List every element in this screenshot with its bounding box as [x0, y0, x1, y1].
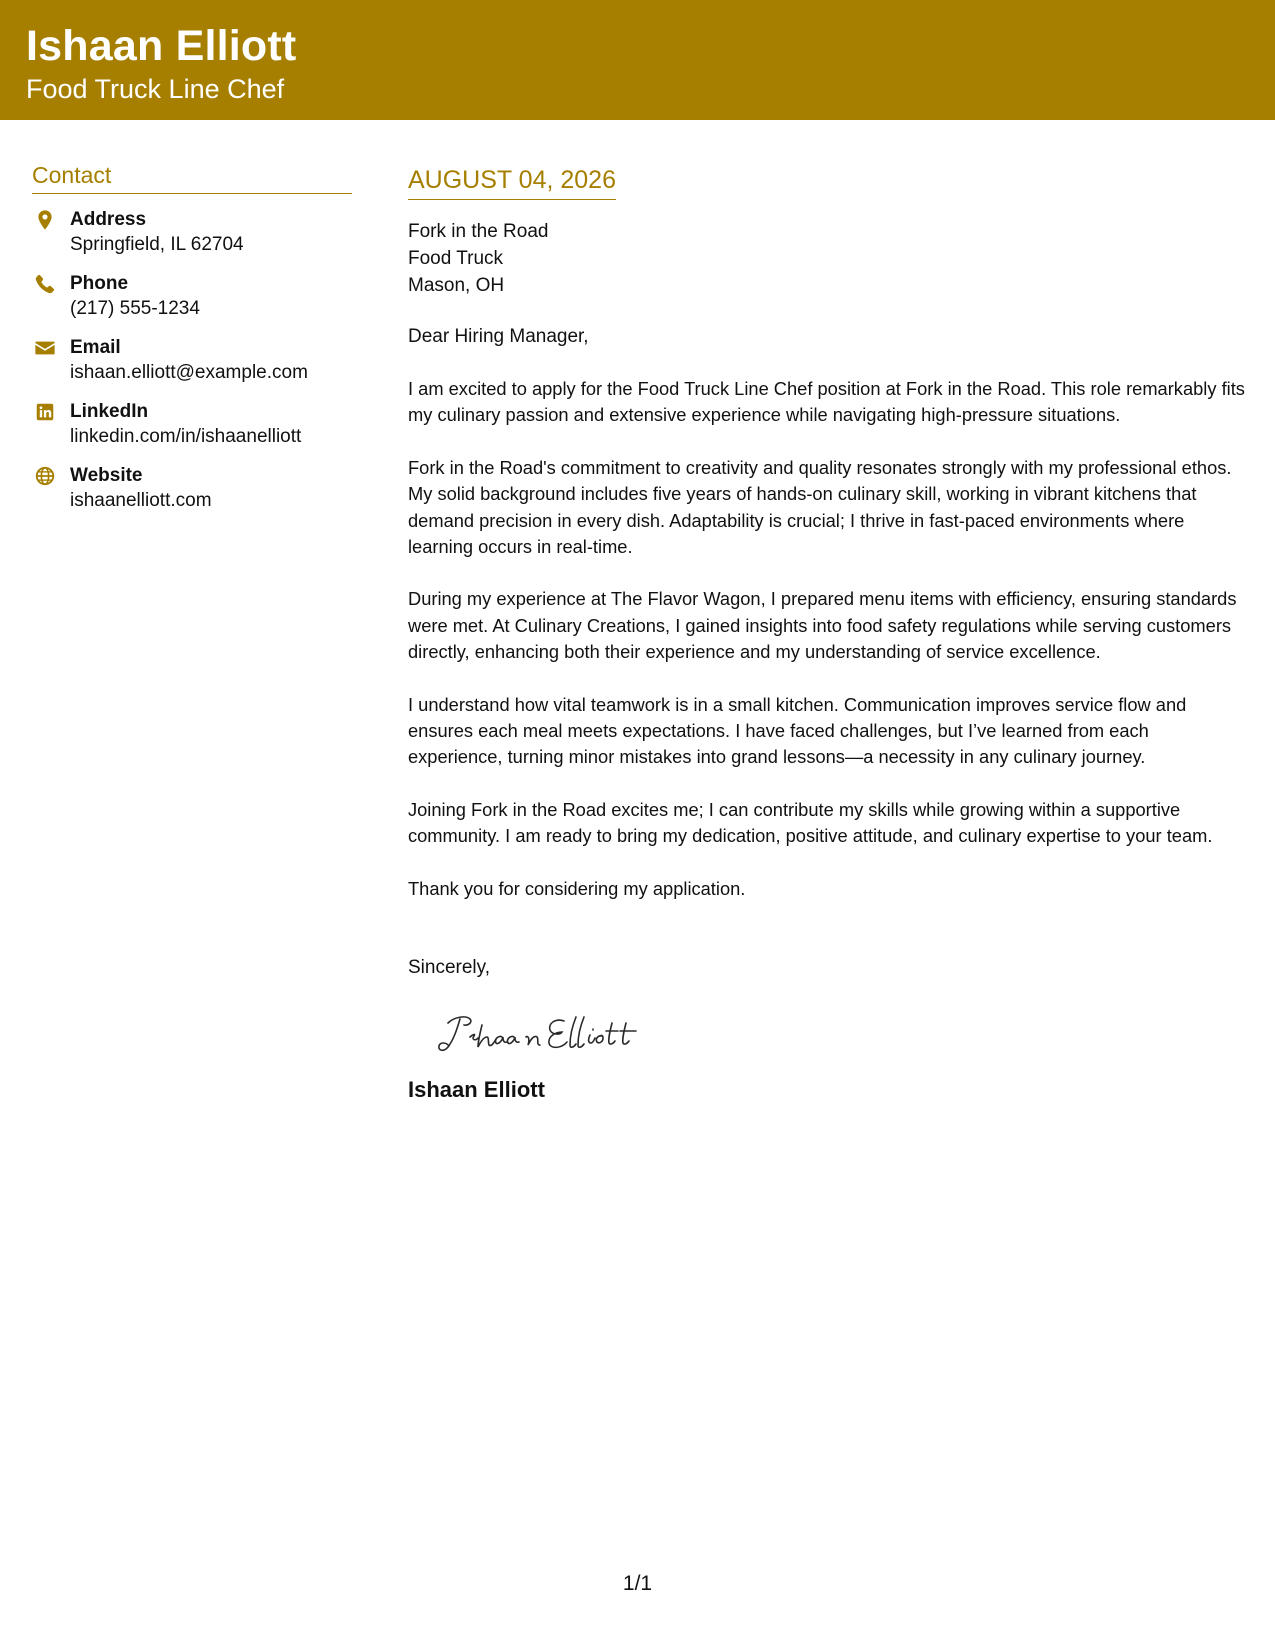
globe-icon — [34, 465, 56, 487]
recipient-line: Fork in the Road — [408, 221, 549, 242]
contact-heading: Contact — [32, 162, 352, 194]
contact-value: ishaanelliott.com — [70, 490, 212, 511]
contact-label: Website — [70, 465, 143, 486]
letter-paragraph: Joining Fork in the Road excites me; I can contribute my skills while growing within a supportive community. I am ready to bring my dedication, positive attitude, and culinary expertise to your team. — [408, 798, 1213, 847]
contact-label: Email — [70, 337, 121, 358]
recipient-line: Mason, OH — [408, 275, 505, 296]
salutation: Dear Hiring Manager, — [408, 326, 589, 347]
envelope-icon — [34, 337, 56, 359]
contact-phone — [32, 272, 352, 321]
letter-date: AUGUST 04, 2026 — [408, 166, 616, 200]
signer-name: Ishaan Elliott — [408, 1077, 545, 1103]
page-number: 1/1 — [622, 1572, 653, 1595]
linkedin-icon — [34, 401, 56, 423]
contact-value: Springfield, IL 62704 — [70, 234, 244, 255]
job-title: Food Truck Line Chef — [26, 74, 285, 104]
contact-email — [32, 336, 352, 385]
closing: Sincerely, — [408, 957, 491, 979]
map-pin-icon — [34, 209, 56, 231]
contact-value: ishaan.elliott@example.com — [70, 362, 308, 383]
contact-linkedin — [32, 400, 352, 449]
contact-value: (217) 555-1234 — [70, 298, 200, 319]
letter-body — [408, 166, 1248, 1103]
letter-paragraph: During my experience at The Flavor Wagon, I prepared menu items with efficiency, ensuring standards were met. At Culinary Creations, I gained insights into food safety regulations while serving customers directly, enhancing both their experience and my understanding of service excellence. — [408, 588, 1237, 663]
contact-label: LinkedIn — [70, 401, 149, 422]
letter-paragraph: I am excited to apply for the Food Truck Line Chef position at Fork in the Road. This role remarkably fits my culinary passion and extensive experience while navigating high-pressure situations. — [408, 378, 1245, 426]
phone-icon — [34, 273, 56, 295]
contact-sidebar — [32, 162, 352, 528]
contact-website — [32, 464, 352, 513]
letter-paragraph: I understand how vital teamwork is in a small kitchen. Communication improves service flow and ensures each meal meets expectations. I have faced challenges, but I’ve learned from each experience, turning minor mistakes into grand lessons—a necessity in any culinary journey. — [408, 693, 1187, 768]
contact-label: Phone — [70, 273, 129, 294]
contact-value: linkedin.com/in/ishaanelliott — [70, 426, 302, 447]
recipient-block — [408, 218, 1248, 299]
contact-label: Address — [70, 209, 147, 230]
letter-paragraph: Thank you for considering my application. — [408, 877, 746, 899]
contact-list — [32, 208, 352, 513]
handwritten-signature — [430, 1007, 1248, 1059]
signature-image — [430, 1007, 660, 1059]
applicant-name: Ishaan Elliott — [26, 22, 297, 70]
recipient-line: Food Truck — [408, 248, 504, 269]
header-banner — [0, 0, 1275, 120]
letter-paragraph: Fork in the Road's commitment to creativity and quality resonates strongly with my professional ethos. My solid background includes five years of hands-on culinary skill, working in vibrant kitchens that demand precision in every dish. Adaptability is crucial; I thrive in fast-paced environments where learning occurs in real-time. — [408, 456, 1232, 558]
contact-address — [32, 208, 352, 257]
